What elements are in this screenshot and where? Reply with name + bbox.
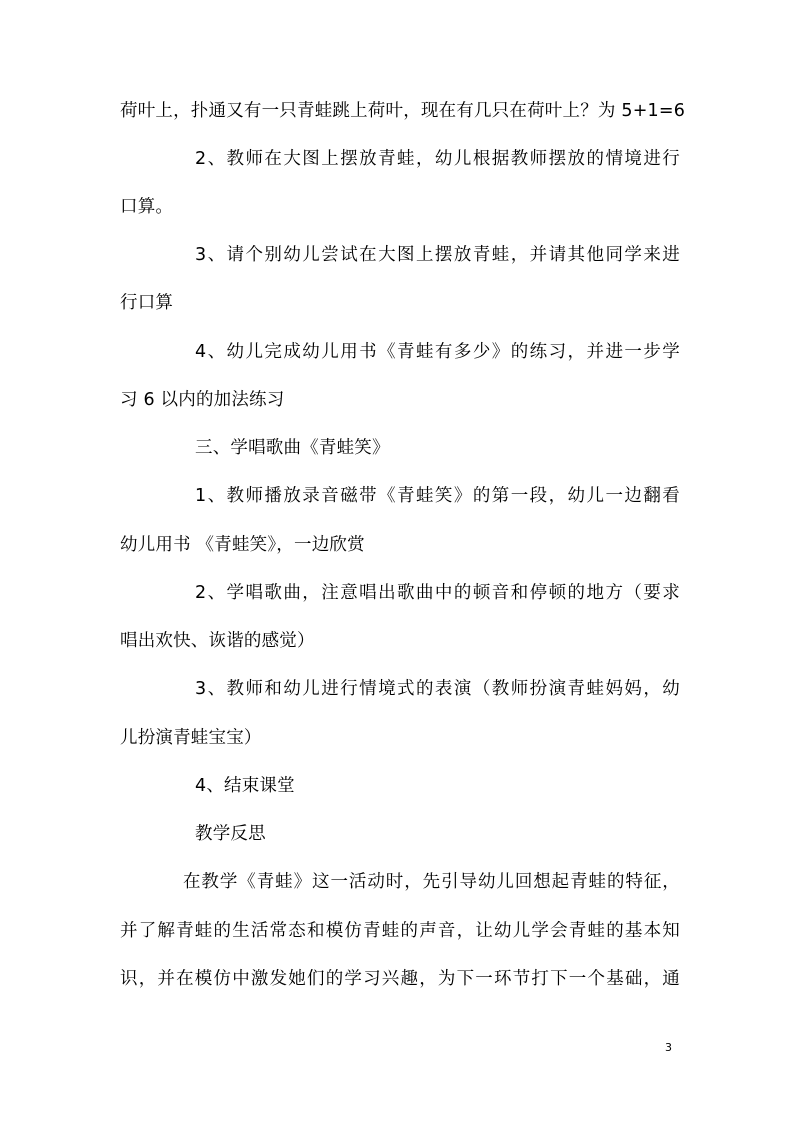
- paragraph-line: 3、教师和幼儿进行情境式的表演（教师扮演青蛙妈妈，幼: [195, 679, 680, 699]
- paragraph-line: 荷叶上，扑通又有一只青蛙跳上荷叶，现在有几只在荷叶上？为 5+1=6: [120, 101, 686, 121]
- paragraph-line: 4、结束课堂: [195, 776, 295, 796]
- paragraph-line: 唱出欢快、诙谐的感觉）: [120, 631, 315, 651]
- paragraph-line: 口算。: [120, 197, 174, 217]
- section-heading: 教学反思: [195, 824, 266, 844]
- paragraph-line: 幼儿用书 《青蛙笑》，一边欣赏: [120, 535, 365, 555]
- paragraph-line: 2、学唱歌曲，注意唱出歌曲中的顿音和停顿的地方（要求: [195, 583, 680, 603]
- paragraph-line: 习 6 以内的加法练习: [120, 390, 285, 410]
- paragraph-line: 在教学《青蛙》这一活动时，先引导幼儿回想起青蛙的特征，: [183, 872, 680, 892]
- section-heading: 三、学唱歌曲《青蛙笑》: [195, 438, 390, 458]
- paragraph-line: 4、幼儿完成幼儿用书《青蛙有多少》的练习，并进一步学: [195, 342, 680, 362]
- paragraph-line: 1、教师播放录音磁带《青蛙笑》的第一段，幼儿一边翻看: [195, 486, 680, 506]
- paragraph-line: 3、请个别幼儿尝试在大图上摆放青蛙，并请其他同学来进: [195, 245, 680, 265]
- paragraph-line: 并了解青蛙的生活常态和模仿青蛙的声音，让幼儿学会青蛙的基本知: [120, 921, 680, 941]
- paragraph-line: 识，并在模仿中激发她们的学习兴趣，为下一环节打下一个基础，通: [120, 969, 680, 989]
- paragraph-line: 行口算: [120, 293, 174, 313]
- paragraph-line: 儿扮演青蛙宝宝）: [120, 728, 262, 748]
- paragraph-line: 2、教师在大图上摆放青蛙，幼儿根据教师摆放的情境进行: [195, 149, 680, 169]
- page-number: 3: [665, 1041, 672, 1054]
